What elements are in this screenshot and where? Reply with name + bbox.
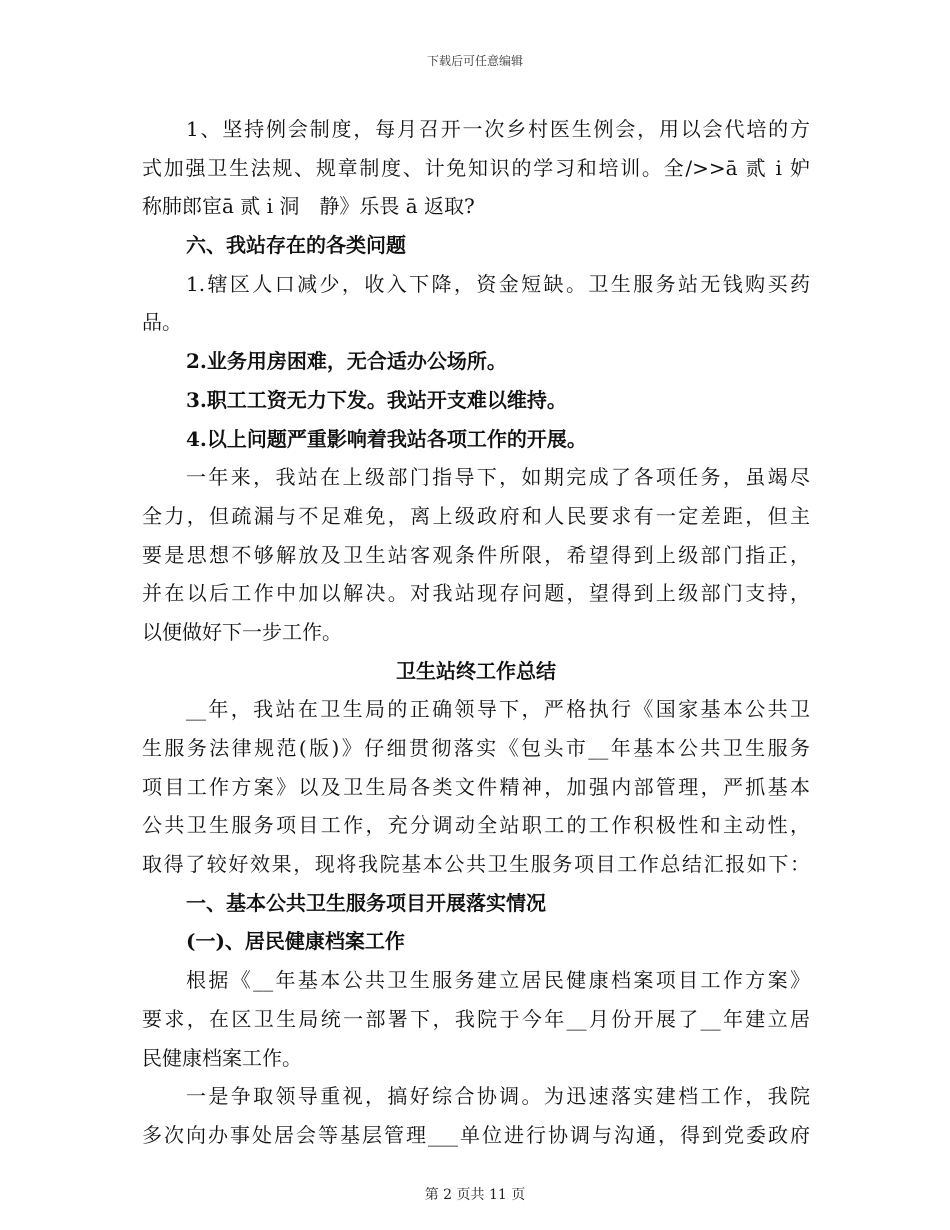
paragraph-line: 以便做好下一步工作。	[142, 619, 342, 644]
paragraph-line: 民健康档案工作。	[142, 1045, 302, 1070]
paragraph-line: 1.辖区人口减少，收入下降，资金短缺。卫生服务站无钱购买药	[186, 271, 810, 296]
paragraph-line: 要求，在区卫生局统一部署下，我院于今年__月份开展了__年建立居	[142, 1006, 810, 1031]
paragraph-line: 要是思想不够解放及卫生站客观条件所限，希望得到上级部门指正，	[142, 542, 810, 567]
paragraph-line: 根据《__年基本公共卫生服务建立居民健康档案项目工作方案》	[186, 968, 810, 993]
paragraph-line: 并在以后工作中加以解决。对我站现存问题，望得到上级部门支持，	[142, 581, 810, 606]
document-title: 卫生站终工作总结	[396, 658, 556, 683]
paragraph-line: __年，我站在卫生局的正确领导下，严格执行《国家基本公共卫	[186, 697, 810, 722]
paragraph-line: 项目工作方案》以及卫生局各类文件精神，加强内部管理，严抓基本	[142, 774, 810, 799]
paragraph-line: 式加强卫生法规、规章制度、计免知识的学习和培训。全/>>ā 贰 i 妒	[142, 155, 810, 180]
list-item: 4.以上问题严重影响着我站各项工作的开展。	[186, 426, 587, 451]
paragraph-line: 全力，但疏漏与不足难免，离上级政府和人民要求有一定差距，但主	[142, 503, 810, 528]
page-header: 下载后可任意编辑	[426, 54, 523, 68]
paragraph-line: 公共卫生服务项目工作，充分调动全站职工的工作积极性和主动性，	[142, 813, 810, 838]
document-body	[142, 110, 810, 1155]
paragraph-line: 一年来，我站在上级部门指导下，如期完成了各项任务，虽竭尽	[186, 465, 810, 490]
paragraph-line: 品。	[142, 310, 182, 335]
paragraph-line: 多次向办事处居会等基层管理___单位进行协调与沟通，得到党委政府	[142, 1122, 810, 1147]
list-item: 2.业务用房困难，无合适办公场所。	[186, 349, 507, 374]
paragraph-line: 一是争取领导重视，搞好综合协调。为迅速落实建档工作，我院	[186, 1084, 810, 1109]
list-item: 3.职工工资无力下发。我站开支难以维持。	[186, 387, 567, 412]
paragraph-line: 取得了较好效果，现将我院基本公共卫生服务项目工作总结汇报如下：	[142, 852, 810, 877]
section-heading: 六、我站存在的各类问题	[186, 233, 406, 258]
paragraph-line: 1、坚持例会制度，每月召开一次乡村医生例会，用以会代培的方	[186, 117, 810, 141]
paragraph-line: 生服务法律规范(版)》仔细贯彻落实《包头市__年基本公共卫生服务	[142, 736, 810, 760]
page-footer: 第 2 页共 11 页	[424, 1187, 526, 1203]
paragraph-line: 称肺郎宦ā 贰 i 洞 静》乐畏 ā 返取?	[142, 194, 475, 219]
section-heading: 一、基本公共卫生服务项目开展落实情况	[186, 890, 546, 915]
subsection-heading: (一)、居民健康档案工作	[186, 929, 405, 954]
